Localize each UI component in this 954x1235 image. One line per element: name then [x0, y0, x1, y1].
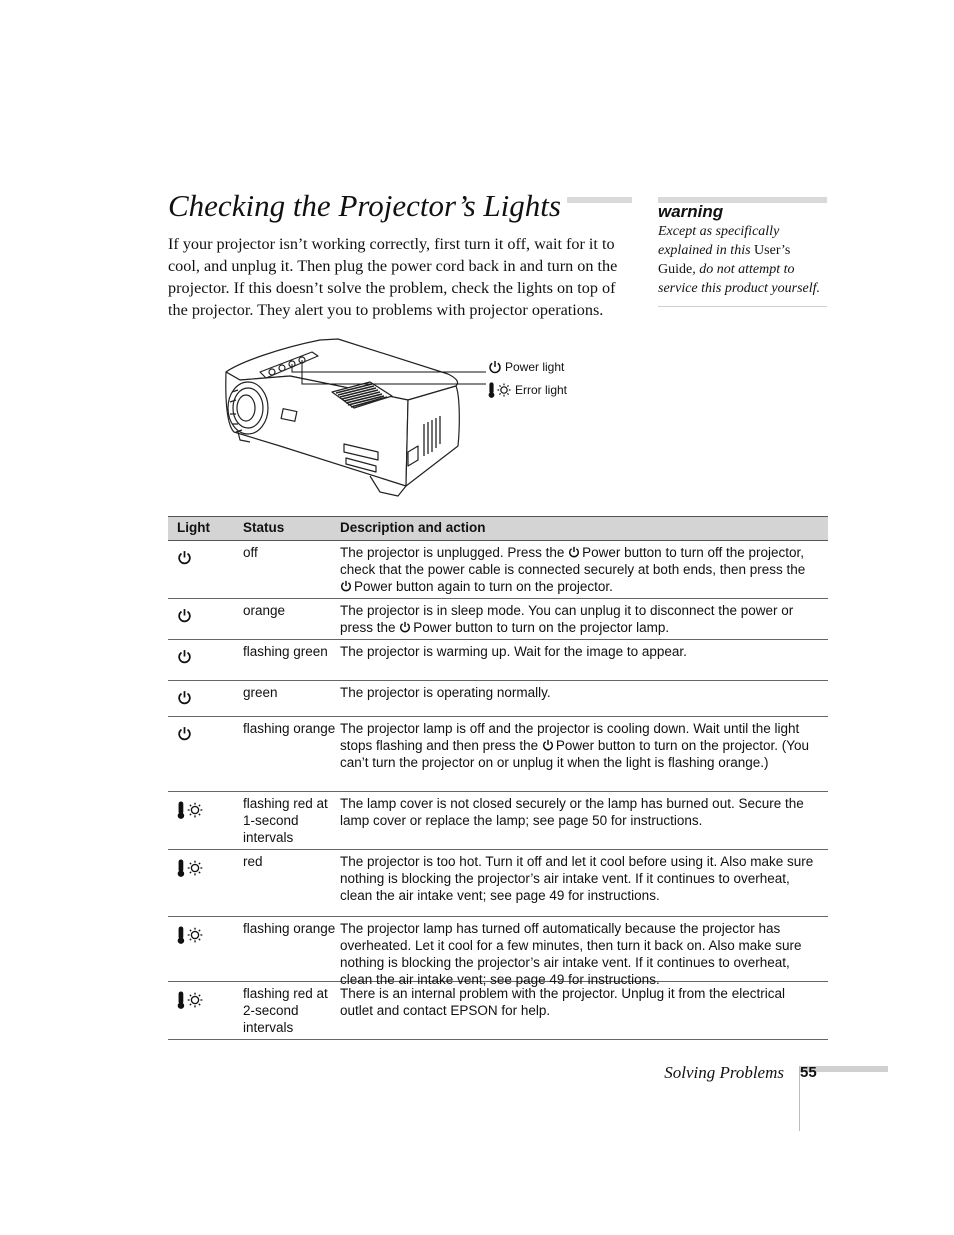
power-icon — [488, 360, 502, 374]
table-body — [168, 541, 828, 1040]
description-text: The projector is unplugged. Press the — [340, 545, 569, 560]
warning-divider — [658, 306, 827, 307]
header-light: Light — [177, 520, 210, 535]
header-status: Status — [243, 520, 285, 535]
description-text: The projector is in sleep mode. You can unplug it to disconnect the power or press the — [340, 603, 794, 635]
status-cell: flashing red at 2-second intervals — [243, 986, 328, 1035]
status-cell: flashing orange — [243, 721, 336, 736]
table-header — [168, 516, 828, 541]
status-cell: red — [243, 854, 263, 869]
description-text: button to turn on the projector. (You can’t turn the projector on or unplug it when the light is flashing orange.) — [340, 738, 810, 770]
light-cell — [168, 917, 243, 981]
description-cell — [340, 599, 828, 639]
status-cell: flashing orange — [243, 921, 336, 936]
warning-text-part-1: Except as specifically explained in this — [658, 224, 780, 258]
description-cell — [340, 541, 828, 598]
description-text: The projector lamp is off and the projector is cooling down. Wait until the light stops flashing and then press the — [340, 721, 800, 753]
header-description: Description and action — [340, 520, 486, 535]
table-row — [168, 599, 828, 640]
error-icon — [177, 991, 204, 1009]
page-number: 55 — [800, 1064, 817, 1081]
table-row — [168, 850, 828, 917]
warning-text-guide: User’s Guide — [658, 243, 791, 277]
light-cell — [168, 982, 243, 1039]
status-cell: flashing green — [243, 644, 328, 659]
power-button-label: Power — [555, 738, 595, 753]
error-icon — [177, 859, 204, 877]
description-text: button to turn on the projector lamp. — [451, 620, 670, 635]
description-cell — [340, 640, 828, 680]
description-text: button to turn off the projector, check that the power cable is connected securely at both ends, then press the — [340, 545, 806, 577]
error-icon — [177, 926, 204, 944]
description-text: The lamp cover is not closed securely or the lamp has burned out. Secure the lamp cover or replace the lamp; see page 50 for instructions. — [340, 796, 804, 828]
warning-title: warning — [658, 202, 724, 221]
warning-text — [658, 222, 826, 298]
projector-figure — [220, 336, 590, 504]
power-icon — [340, 580, 352, 592]
intro-paragraph: If your projector isn’t working correctly, first turn it off, wait for it to cool, and unplug it. Then plug the power cord back in and turn on the projector. If this doesn’t solve the problem, check the lights on top of the projector. They alert you to problems with projector operations. — [168, 235, 618, 319]
description-cell — [340, 917, 828, 987]
description-text: The projector is operating normally. — [340, 685, 551, 700]
power-icon — [177, 550, 192, 565]
power-button-label: Power — [354, 579, 393, 594]
status-cell: off — [243, 545, 258, 560]
status-cell: flashing red at 1-second intervals — [243, 796, 328, 845]
error-icon — [177, 801, 204, 819]
error-light-callout — [488, 382, 567, 398]
description-cell — [340, 850, 828, 916]
status-cell: orange — [243, 603, 286, 618]
power-icon — [399, 621, 411, 633]
light-cell — [168, 850, 243, 916]
power-icon — [177, 690, 192, 705]
power-button-label: Power — [413, 620, 452, 635]
lights-table — [168, 516, 828, 1040]
error-icon — [488, 382, 512, 398]
table-row — [168, 982, 828, 1040]
description-text: There is an internal problem with the projector. Unplug it from the electrical outlet and contact EPSON for help. — [340, 986, 785, 1018]
status-cell: green — [243, 685, 278, 700]
page-title: Checking the Projector’s Lights — [168, 186, 567, 226]
table-row — [168, 541, 828, 599]
table-row — [168, 681, 828, 717]
light-cell — [168, 640, 243, 680]
error-light-label: Error light — [515, 383, 568, 397]
table-row — [168, 640, 828, 681]
description-text: The projector is too hot. Turn it off and let it cool before using it. Also make sure nothing is blocking the projector’s air intake vent. If it continues to overheat, clean the air intake vent; see page 49 for instructions. — [340, 854, 814, 903]
description-cell — [340, 792, 828, 849]
footer-section-title: Solving Problems — [664, 1063, 784, 1082]
power-button-label: Power — [582, 545, 621, 560]
table-row — [168, 917, 828, 987]
light-cell — [168, 681, 243, 716]
light-cell — [168, 599, 243, 639]
power-icon — [177, 608, 192, 623]
warning-text-part-3: , do not attempt to service this product yourself. — [658, 262, 821, 296]
power-light-label: Power light — [505, 360, 565, 374]
power-light-callout — [488, 360, 564, 374]
light-cell — [168, 717, 243, 791]
power-icon — [542, 739, 554, 751]
table-row — [168, 792, 828, 850]
description-cell — [340, 681, 828, 716]
light-cell — [168, 541, 243, 598]
description-text: The projector lamp has turned off automatically because the projector has overheated. Let it cool for a few minutes, then turn it back on. Also make sure nothing is blocking the projector’s air intake vent. If it continues to overheat, clean the air intake vent; see page 49 for instructions. — [340, 921, 802, 987]
light-cell — [168, 792, 243, 849]
power-icon — [568, 546, 580, 558]
power-icon — [177, 649, 192, 664]
description-cell — [340, 717, 828, 791]
description-text: button again to turn on the projector. — [392, 579, 613, 594]
power-icon — [177, 726, 192, 741]
table-row — [168, 717, 828, 792]
description-cell — [340, 982, 828, 1039]
description-text: The projector is warming up. Wait for the image to appear. — [340, 644, 687, 659]
